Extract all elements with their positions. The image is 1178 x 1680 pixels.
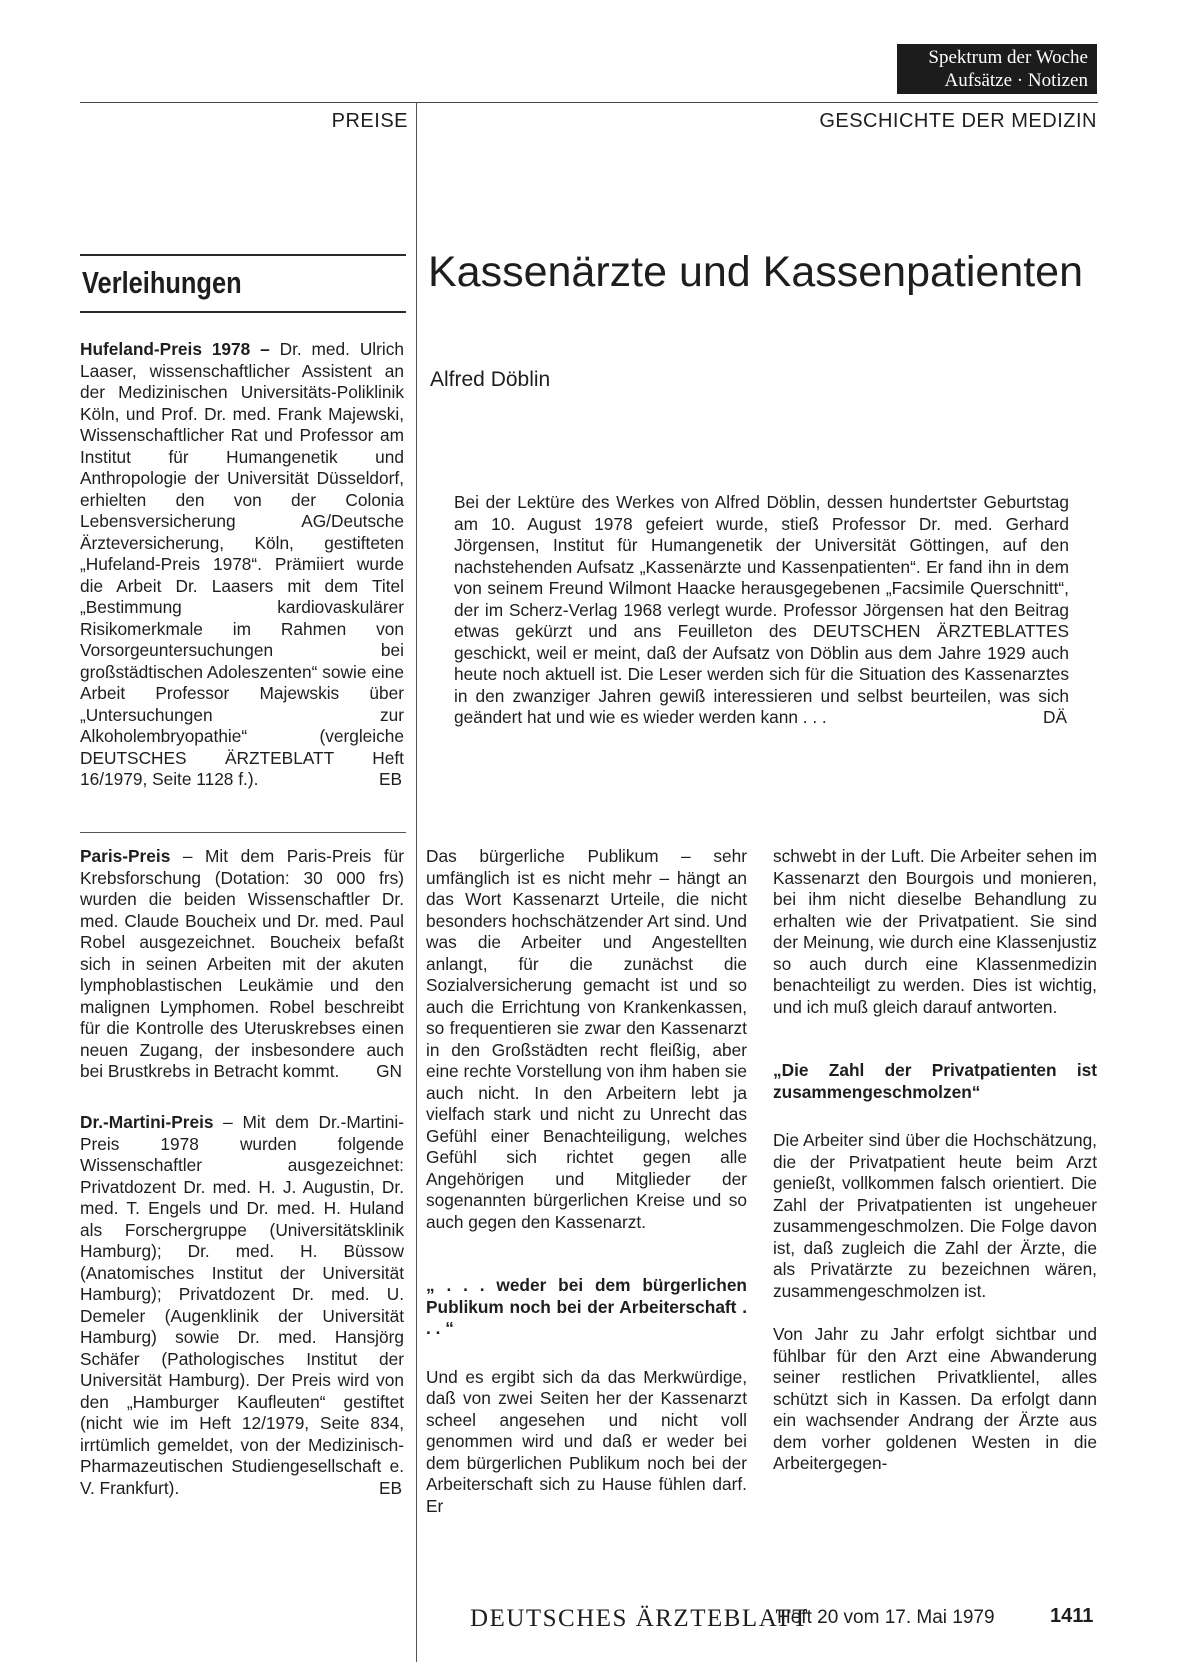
martini-prize-item (80, 1112, 404, 1499)
paragraph-4: Die Arbeiter sind über die Hochschätzung, die der Privatpatient heute beim Arzt genießt, vollkommen falsch orientiert. Die Zahl der Privatpatienten ist ungeheuer zusammengeschmolzen. Die Folge davon ist, daß zugleich die Zahl der Ärzte, die als Privatärzte zu bezeichnen wären, zusammengeschmolzen ist. (773, 1130, 1097, 1301)
article-intro (454, 492, 1069, 729)
left-section-heading: PREISE (331, 110, 408, 132)
paris-lead: Paris-Preis (80, 846, 171, 866)
paragraph-5: Von Jahr zu Jahr erfolgt sichtbar und fühlbar für den Arzt eine Abwanderung seiner restlichen Privatklientel, alles schützt sich in Kassen. Da erfolgt dann ein wachsender Andrang der Ärzte aus dem vorher goldenen Westen in die Arbeitergegen- (773, 1324, 1097, 1473)
page-number: 1411 (1050, 1605, 1094, 1627)
martini-text: – Mit dem Dr.-Martini-Preis 1978 wurden folgende Wissenschaftler ausgezeichnet: Privatdozent Dr. med. H. J. Augustin, Dr. med. T. Engels und Dr. med. H. Huland als Forschergruppe (Universitätsklinik Hamburg); Dr. med. H. Büssow (Anatomisches Institut der Universität Hamburg); Privatdozent Dr. med. U. Demeler (Augenklinik der Universität Hamburg) sowie Dr. med. Hansjörg Schäfer (Pathologisches Institut der Universität Hamburg). Der Preis wird von den „Hamburger Kaufleuten“ gestiftet (nicht wie im Heft 12/1979, Seite 834, irrtümlich gemeldet, von der Medizinisch-Pharmazeutischen Studiengesellschaft e. V. Frankfurt). (80, 1112, 404, 1498)
paragraph-2: Und es ergibt sich da das Merkwürdige, daß von zwei Seiten her der Kassenarzt scheel angesehen und nicht voll genommen wird und daß er weder bei dem bürgerlichen Publikum noch bei der Arbeiterschaft sich zu Hause fühlen darf. Er (426, 1366, 747, 1516)
hufeland-lead: Hufeland-Preis 1978 – (80, 339, 270, 359)
title-rule-bottom (80, 311, 406, 313)
badge-line-1: Spektrum der Woche (928, 47, 1088, 68)
footer-publication: DEUTSCHES ÄRZTEBLATT (470, 1605, 810, 1632)
hufeland-text: Dr. med. Ulrich Laaser, wissenschaftlicher Assistent an der Medizinischen Universitäts-Poliklinik Köln, und Prof. Dr. med. Frank Majewski, Wissenschaftlicher Rat und Professor am Institut für Humangenetik und Anthropologie der Universität Düsseldorf, erhielten den von der Colonia Lebensversicherung AG/Deutsche Ärzteversicherung, Köln, gestifteten „Hufeland-Preis 1978“. Prämiiert wurde die Arbeit Dr. Laasers mit dem Titel „Bestimmung kardiovaskulärer Risikomerkmale im Rahmen von Vorsorgeuntersuchungen bei großstädtischen Adoleszenten“ sowie eine Arbeit Professor Majewskis über „Untersuchungen zur Alkoholembryopathie“ (vergleiche DEUTSCHES ÄRZTEBLATT Heft 16/1979, Seite 1128 f.). (80, 339, 404, 789)
martini-lead: Dr.-Martini-Preis (80, 1112, 214, 1132)
intro-signature: DÄ (1042, 707, 1067, 727)
paragraph-1: Das bürgerliche Publikum – sehr umfänglich ist es nicht mehr – hängt an das Wort Kassenarzt Urteile, die nicht besonders hochschätzender Art sind. Und was die Arbeiter und Angestellten anlangt, für die zunächst die Sozialversicherung gemacht ist und so auch die Errichtung von Krankenkassen, so frequentieren sie zwar den Kassenarzt in den Großstädten recht fleißig, aber eine rechte Vorstellung von ihm haben sie auch nicht. In den Arbeitern lebt ja vielfach stark und nicht zu Unrecht das Gefühl einer Benachteiligung, welches Gefühl sich richtet gegen alle Angehörigen und Mitglieder der sogenannten bürgerlichen Kreise und so auch gegen den Kassenarzt. (426, 846, 747, 1232)
title-rule-top (80, 254, 406, 256)
paris-signature: GN (376, 1061, 402, 1081)
subheading-1: „ . . . weder bei dem bürgerlichen Publikum noch bei der Arbeiterschaft . . . “ (426, 1275, 747, 1338)
hufeland-prize-item (80, 339, 404, 791)
paragraph-3: schwebt in der Luft. Die Arbeiter sehen im Kassenarzt den Bourgois und monieren, bei ihm nicht dieselbe Behandlung zu erhalten wie der Privatpatient. Sie sind der Meinung, wie durch eine Klassenjustiz so auch durch eine Klassenmedizin benachteiligt zu werden. Dies ist wichtig, und ich muß gleich darauf antworten. (773, 846, 1097, 1017)
article-column-1 (426, 846, 747, 1517)
intro-text: Bei der Lektüre des Werkes von Alfred Döblin, dessen hundertster Geburtstag am 10. August 1978 gefeiert wurde, stieß Professor Dr. med. Gerhard Jörgensen, Institut für Humangenetik der Universität Göttingen, auf den nachstehenden Aufsatz „Kassenärzte und Kassenpatienten“. Er fand ihn in dem von seinem Freund Wilmont Haacke herausgegebenen „Facsimile Querschnitt“, der im Scherz-Verlag 1968 verlegt wurde. Professor Jörgensen hat den Beitrag etwas gekürzt und ans Feuilleton des DEUTSCHEN ÄRZTEBLATTES geschickt, weil er meint, daß der Aufsatz von Döblin aus dem Jahre 1929 auch heute noch aktuell ist. Die Leser werden sich für die Situation des Kassenarztes in den zwanziger Jahren gewiß interessieren und selbst beurteilen, was sich geändert hat und wie es wieder werden kann . . . (454, 492, 1069, 727)
paris-prize-item (80, 846, 404, 1083)
section-badge (897, 44, 1097, 94)
badge-line-2: Aufsätze · Notizen (944, 70, 1088, 91)
item-divider-1 (80, 832, 406, 833)
left-column-title: Verleihungen (82, 265, 242, 300)
paris-text: – Mit dem Paris-Preis für Krebsforschung (Dotation: 30 000 frs) wurden die beiden Wissenschaftler Dr. med. Claude Boucheix und Dr. med. Paul Robel ausgezeichnet. Boucheix befaßt sich in seinen Arbeiten mit der akuten lymphoblastischen Leukämie und den malignen Lymphomen. Robel beschreibt für die Kontrolle des Uteruskrebses einen neuen Zugang, der insbesondere auch bei Brustkrebs in Betracht kommt. (80, 846, 404, 1081)
column-divider (416, 102, 417, 1662)
article-column-2 (773, 846, 1097, 1475)
hufeland-signature: EB (378, 769, 402, 789)
subheading-2: „Die Zahl der Privatpatienten ist zusammengeschmolzen“ (773, 1060, 1097, 1102)
martini-signature: EB (378, 1477, 402, 1498)
article-author: Alfred Döblin (430, 368, 551, 391)
article-title: Kassenärzte und Kassenpatienten (428, 248, 1084, 296)
top-rule (80, 102, 1098, 103)
right-section-heading: GESCHICHTE DER MEDIZIN (819, 110, 1097, 132)
footer-issue: Heft 20 vom 17. Mai 1979 (777, 1607, 995, 1628)
